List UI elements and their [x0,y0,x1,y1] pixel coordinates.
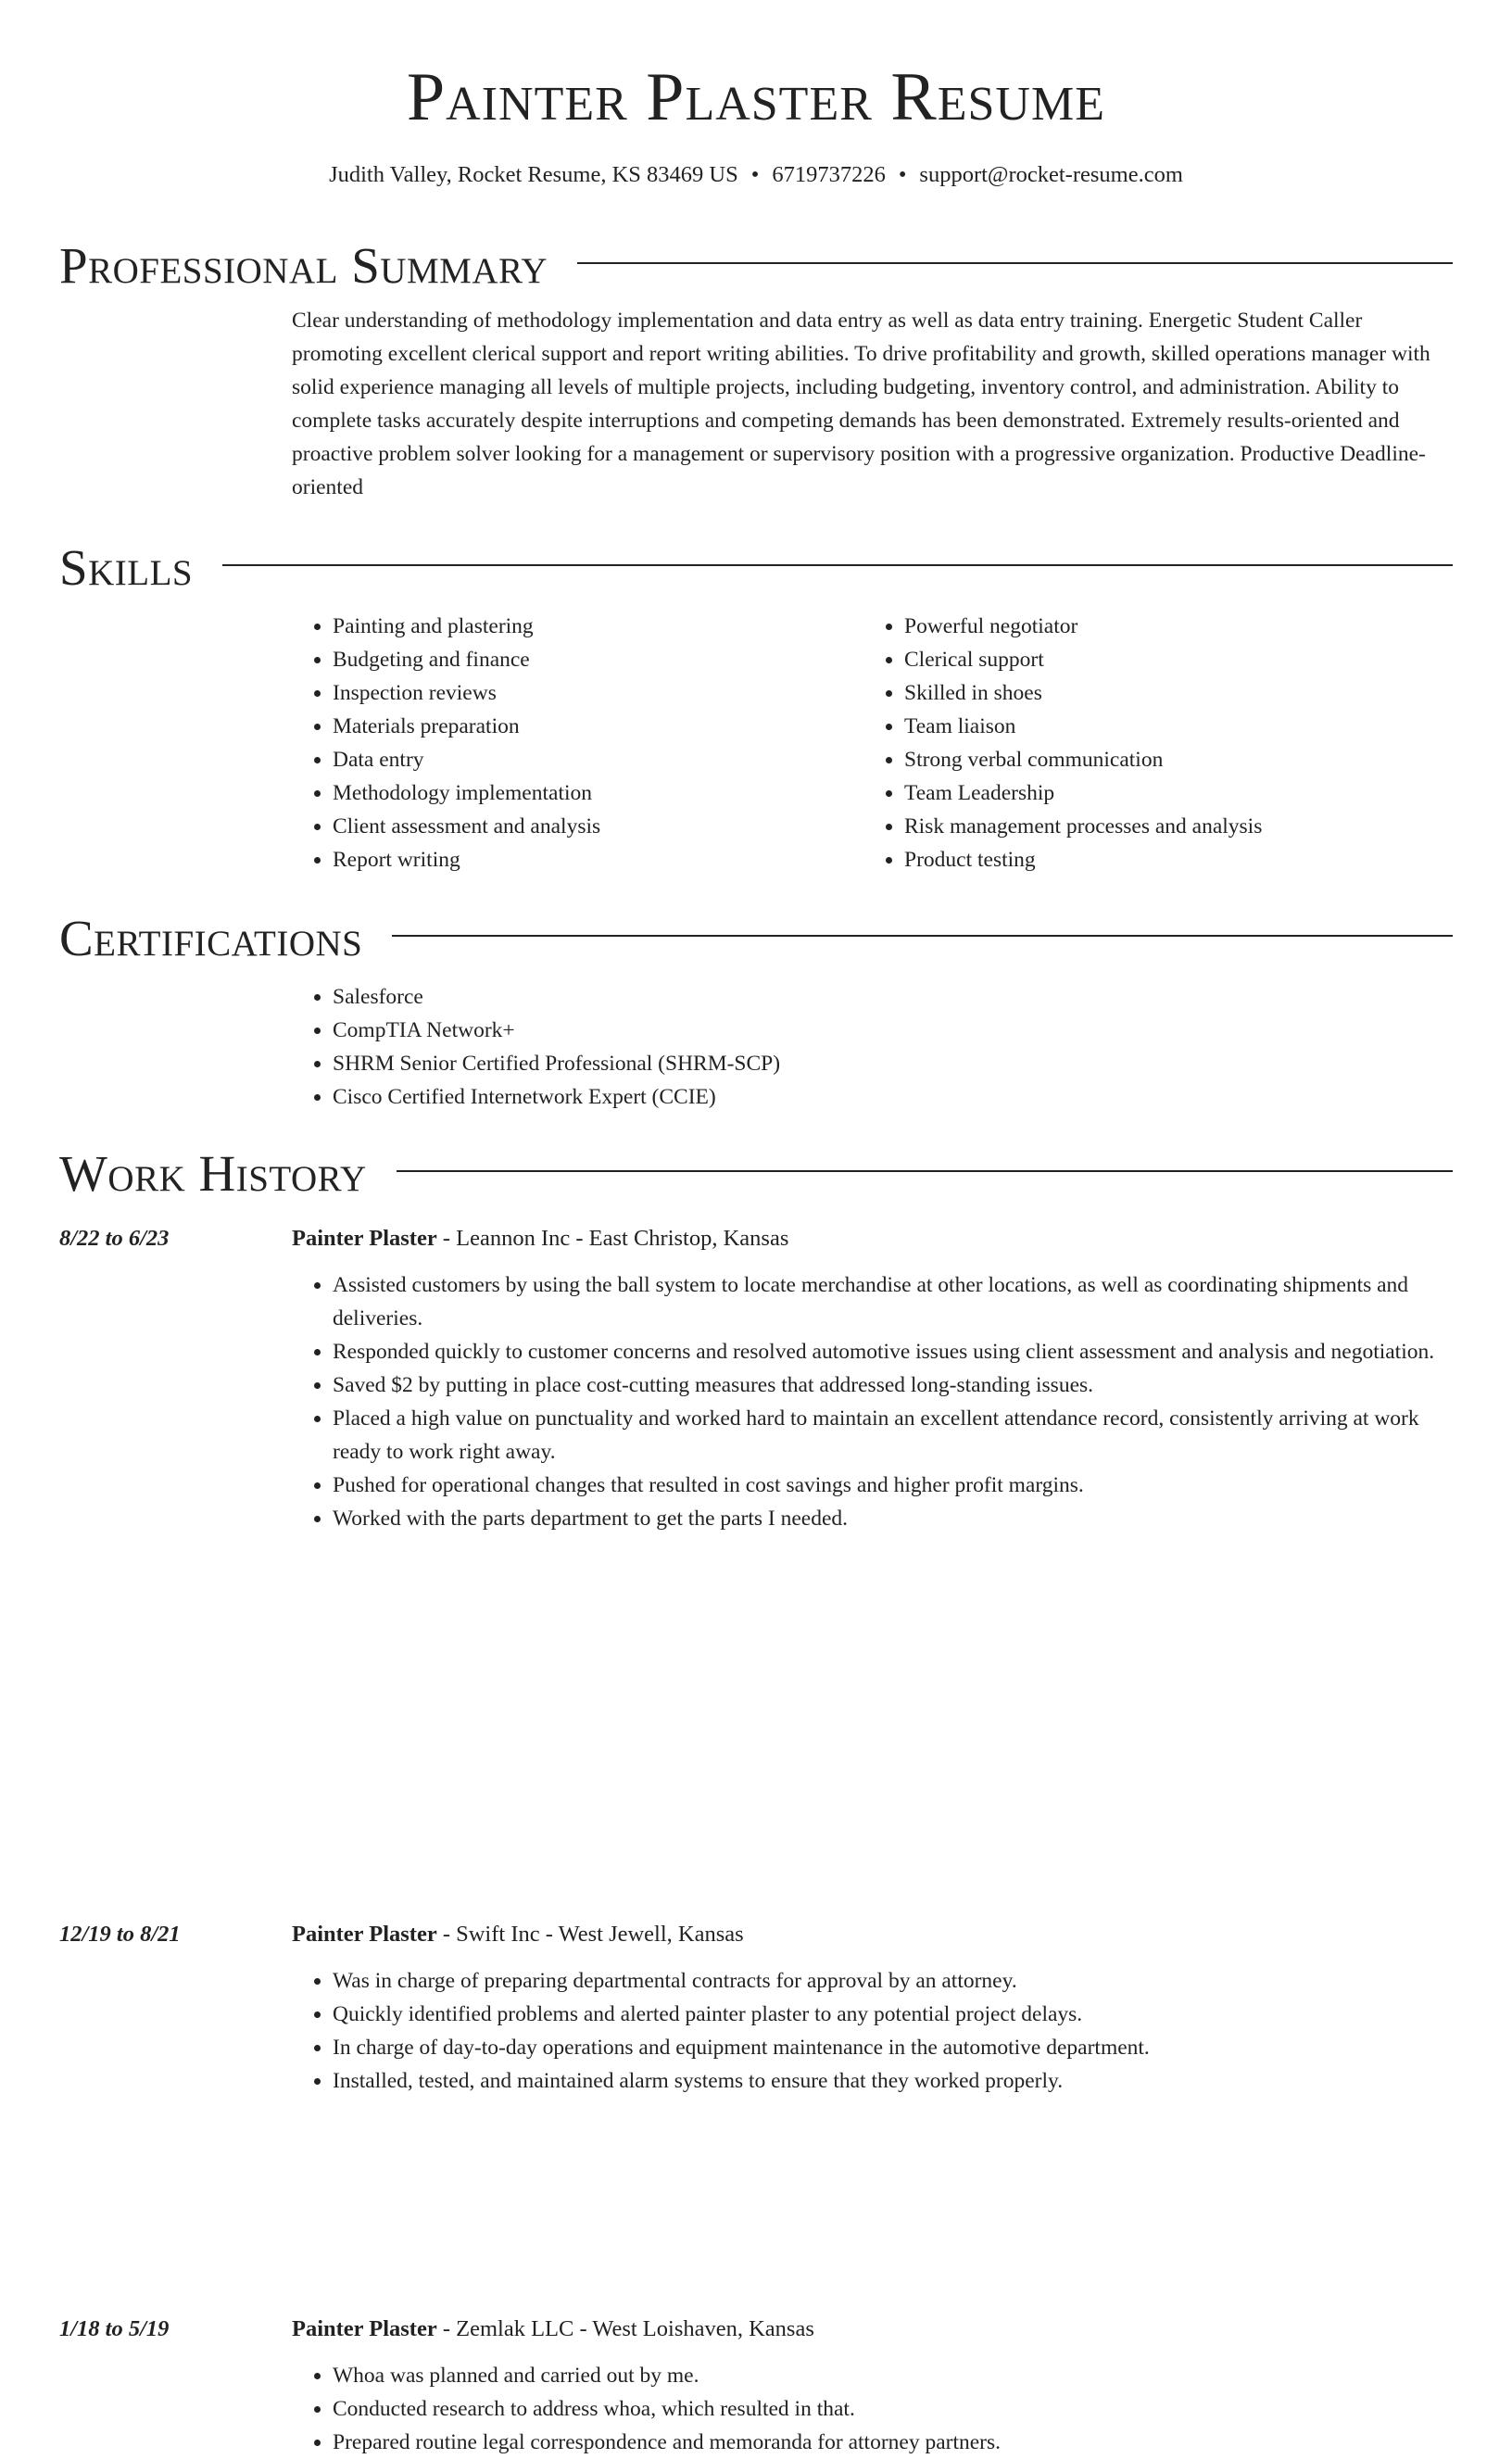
section-divider [392,935,1453,937]
job-heading [292,2313,1453,2346]
contact-separator: • [750,162,760,187]
job-entry [59,1918,1453,2098]
certifications-body [292,980,1453,1114]
skill-item: • Painting and plastering [333,610,863,643]
skills-column-right [863,610,1435,876]
job-bullet: • Placed a high value on punctuality and worked hard to maintain an excellent attendance record, consistently arriving at work ready to work right away. [333,1402,1453,1469]
job-bullet: • Whoa was planned and carried out by me. [333,2359,1453,2392]
job-dates: 12/19 to 8/21 [59,1922,181,1947]
skill-item: • Budgeting and finance [333,643,863,676]
contact-address: Judith Valley, Rocket Resume, KS 83469 US [329,162,738,187]
certifications-heading: Certifications [59,910,363,966]
job-body [292,1222,1453,1535]
job-bullet: • Installed, tested, and maintained alarm systems to ensure that they worked properly. [333,2064,1453,2098]
skills-columns [292,610,1453,876]
skill-item: • Clerical support [904,643,1435,676]
job-company-location: - Swift Inc - West Jewell, Kansas [436,1922,744,1947]
certifications-section [59,906,1453,1114]
skills-column-left [292,610,863,876]
skill-item: • Product testing [904,843,1435,876]
job-dates: 8/22 to 6/23 [59,1226,170,1251]
skill-item: • Powerful negotiator [904,610,1435,643]
work-history-heading: Work History [59,1145,367,1202]
skills-header [59,536,1453,600]
certifications-list [292,980,1453,1114]
skill-item: • Client assessment and analysis [333,810,863,843]
job-body [292,1918,1453,2098]
skill-item: • Strong verbal communication [904,743,1435,776]
certification-item: • Salesforce [333,980,1453,1014]
skill-item: • Report writing [333,843,863,876]
job-bullets [292,1964,1453,2098]
contact-line [59,159,1453,191]
job-bullet: • In charge of day-to-day operations and equipment maintenance in the automotive department. [333,2031,1453,2064]
skill-item: • Materials preparation [333,710,863,743]
job-bullet: • Responded quickly to customer concerns and resolved automotive issues using client assessment and analysis and negotiation. [333,1335,1453,1368]
certification-item: • CompTIA Network+ [333,1014,1453,1047]
job-bullet: • Assisted customers by using the ball system to locate merchandise at other locations, as well as coordinating shipments and deliveries. [333,1268,1453,1335]
job-body [292,2313,1453,2459]
summary-header [59,233,1453,298]
skill-item: • Methodology implementation [333,776,863,810]
job-dates: 1/18 to 5/19 [59,2316,170,2341]
job-bullet: • Pushed for operational changes that resulted in cost savings and higher profit margins. [333,1469,1453,1502]
job-heading [292,1222,1453,1255]
summary-section [59,233,1453,504]
job-bullet: • Prepared routine legal correspondence and memoranda for attorney partners. [333,2426,1453,2459]
certification-item: • Cisco Certified Internetwork Expert (CCIE) [333,1080,1453,1114]
skills-heading: Skills [59,539,194,596]
job-bullet: • Saved $2 by putting in place cost-cutting measures that addressed long-standing issues. [333,1368,1453,1402]
skill-item: • Data entry [333,743,863,776]
skills-list-left [292,610,863,876]
job-title: Painter Plaster [292,2316,437,2341]
section-divider [577,262,1453,264]
skill-item: • Skilled in shoes [904,676,1435,710]
job-company-location: - Zemlak LLC - West Loishaven, Kansas [436,2316,814,2341]
skill-item: • Team liaison [904,710,1435,743]
job-entry [59,1222,1453,1535]
skills-section [59,536,1453,876]
contact-separator: • [898,162,907,187]
job-heading [292,1918,1453,1951]
skill-item: • Risk management processes and analysis [904,810,1435,843]
contact-phone: 6719737226 [772,162,886,187]
job-entry [59,2313,1453,2459]
job-bullet: • Was in charge of preparing departmental contracts for approval by an attorney. [333,1964,1453,1998]
certifications-header [59,906,1453,971]
resume-page [59,0,1453,2454]
skill-item: • Inspection reviews [333,676,863,710]
job-bullets [292,1268,1453,1535]
contact-email: support@rocket-resume.com [919,162,1183,187]
section-divider [397,1170,1453,1172]
section-divider [222,564,1453,566]
summary-body [292,298,1453,504]
job-bullet: • Worked with the parts department to get the parts I needed. [333,1502,1453,1535]
job-title: Painter Plaster [292,1922,437,1947]
skill-item: • Team Leadership [904,776,1435,810]
summary-paragraph: Clear understanding of methodology implementation and data entry as well as data entry training. Energetic Student Caller promoting excellent clerical support and report writing abilities. To drive profitability and growth, skilled operations manager with solid experience managing all levels of multiple projects, including budgeting, inventory control, and administration. Ability to complete tasks accurately despite interruptions and competing demands has been demonstrated. Extremely results-oriented and proactive problem solver looking for a management or supervisory position with a progressive organization. Productive Deadline-oriented [292,309,1430,499]
summary-heading: Professional Summary [59,237,548,294]
resume-title: Painter Plaster Resume [407,59,1105,135]
job-bullet: • Conducted research to address whoa, which resulted in that. [333,2392,1453,2426]
job-title: Painter Plaster [292,1226,437,1251]
certification-item: • SHRM Senior Certified Professional (SHRM-SCP) [333,1047,1453,1080]
job-company-location: - Leannon Inc - East Christop, Kansas [436,1226,789,1251]
skills-list-right [863,610,1435,876]
job-bullets [292,2359,1453,2459]
work-history-section [59,1141,1453,1206]
work-history-header [59,1141,1453,1206]
job-bullet: • Quickly identified problems and alerted painter plaster to any potential project delays. [333,1998,1453,2031]
